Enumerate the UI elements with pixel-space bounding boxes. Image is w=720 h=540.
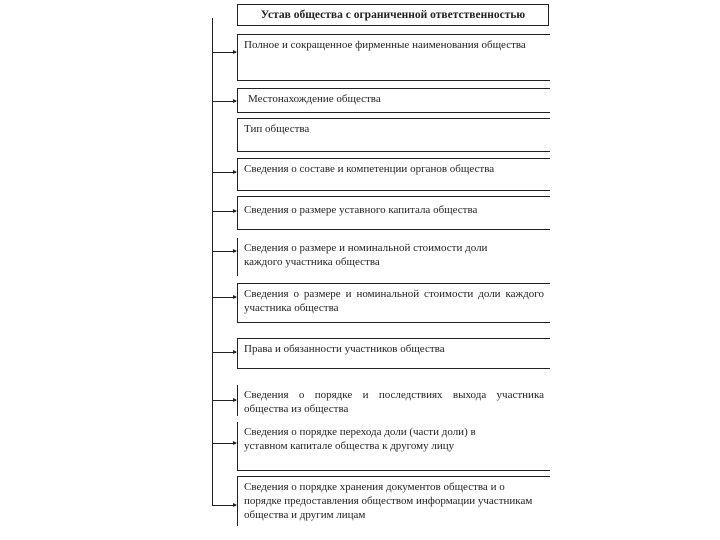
item-box: Тип общества (237, 118, 550, 152)
item-box: Сведения о порядке и последствиях выхода участника общества из общества (237, 385, 550, 416)
item-box: Полное и сокращенное фирменные наименования общества (237, 34, 550, 81)
arrow (212, 52, 236, 53)
item-box: Сведения о размере и номинальной стоимости доли каждого участника общества (237, 238, 550, 276)
arrow (212, 172, 236, 173)
item-box: Сведения о порядке хранения документов общества и о порядке предоставления обществом информации участникам общества и другим лицам (237, 476, 550, 526)
arrow (212, 400, 236, 401)
item-box: Права и обязанности участников общества (237, 338, 550, 369)
item-box: Сведения о размере уставного капитала общества (237, 196, 550, 230)
item-box: Сведения о порядке перехода доли (части доли) в уставном капитале общества к другому лицу (237, 422, 550, 471)
item-box: Местонахождение общества (237, 88, 550, 113)
arrow (212, 352, 236, 353)
arrow (212, 101, 236, 102)
connector-trunk (212, 18, 213, 506)
item-box: Сведения о размере и номинальной стоимости доли каждого участника общества (237, 283, 550, 323)
item-box: Сведения о составе и компетенции органов общества (237, 158, 550, 191)
arrow (212, 251, 236, 252)
arrow (212, 443, 236, 444)
arrow (212, 211, 236, 212)
arrow (212, 505, 236, 506)
diagram-title: Устав общества с ограниченной ответственностью (237, 4, 549, 26)
arrow (212, 297, 236, 298)
